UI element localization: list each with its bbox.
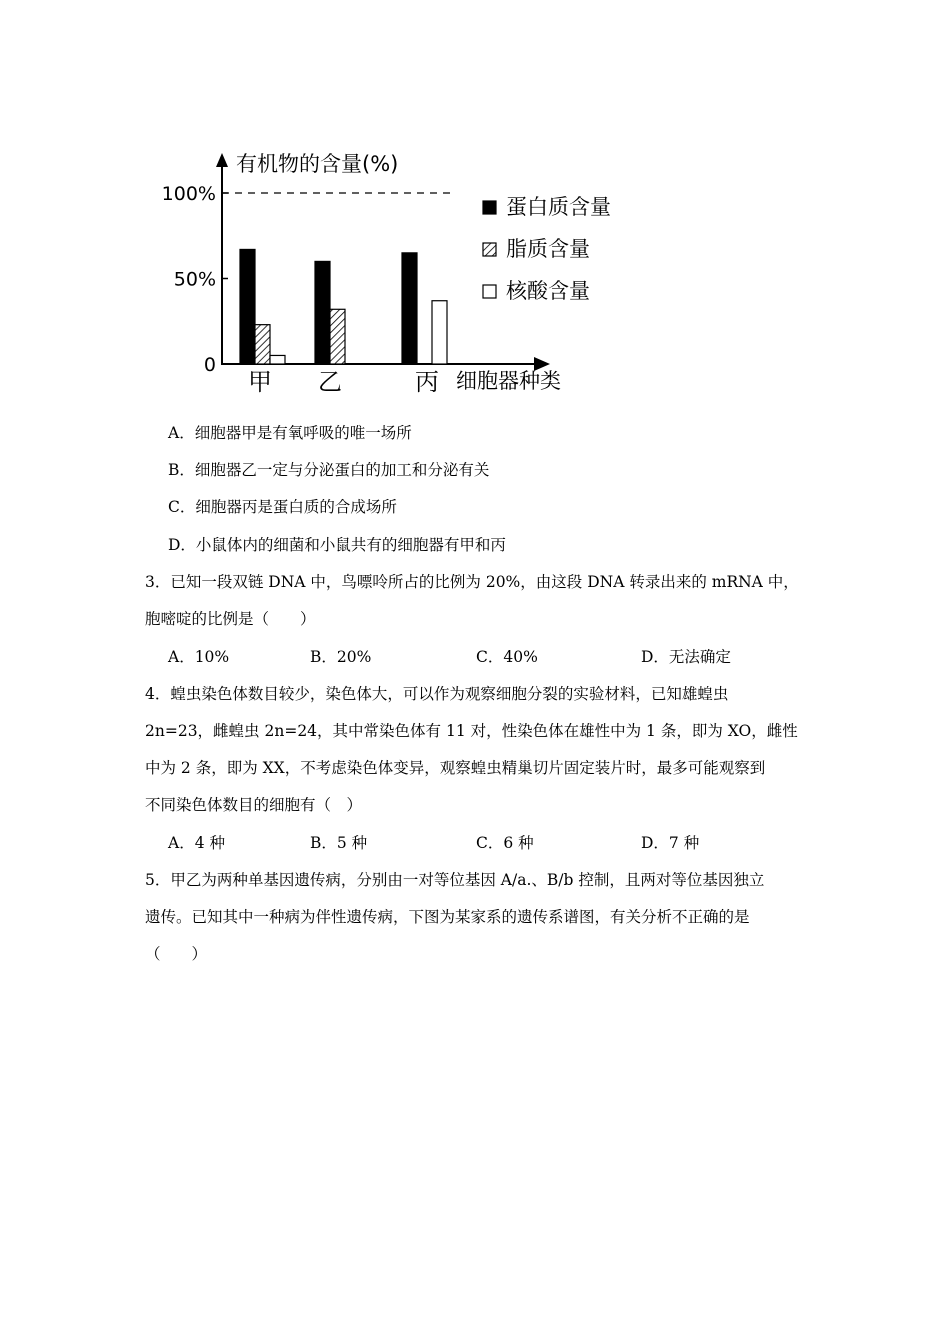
q2-option-d: D．小鼠体内的细菌和小鼠共有的细胞器有甲和丙 — [168, 536, 506, 554]
q4-stem-line2: 2n=23，雌蝗虫 2n=24，其中常染色体有 11 对，性染色体在雄性中为 1 条，即为 XO，雌性 — [145, 722, 798, 740]
legend-label: 蛋白质含量 — [506, 195, 611, 219]
q3-option-d: D．无法确定 — [641, 648, 731, 666]
y-axis-label: 有机物的含量(%) — [236, 152, 399, 176]
q3-stem-line2: 胞嘧啶的比例是（ ） — [145, 610, 316, 628]
q4-stem-line3: 中为 2 条，即为 XX，不考虑染色体变异，观察蝗虫精巢切片固定装片时，最多可能观察到 — [145, 759, 766, 777]
organelle-content-chart — [150, 145, 650, 400]
q5-stem-line3: （ ） — [145, 945, 208, 963]
bar-lipid-0 — [255, 325, 270, 364]
q2-option-b: B．细胞器乙一定与分泌蛋白的加工和分泌有关 — [168, 461, 490, 479]
bar-nucleic-acid-2 — [432, 301, 447, 364]
y-axis-arrow — [216, 153, 228, 167]
category-label: 甲 — [248, 368, 272, 396]
legend-swatch — [483, 243, 496, 256]
q5-stem-line2: 遗传。已知其中一种病为伴性遗传病，下图为某家系的遗传系谱图，有关分析不正确的是 — [145, 908, 750, 926]
q4-option-a: A．4 种 — [168, 834, 225, 852]
legend-swatch — [483, 201, 496, 214]
legend-label: 核酸含量 — [506, 279, 590, 303]
bar-protein-1 — [315, 261, 330, 364]
category-label: 乙 — [318, 368, 342, 396]
legend-label: 脂质含量 — [506, 237, 590, 261]
q4-option-c: C．6 种 — [476, 834, 534, 852]
bar-lipid-1 — [330, 309, 345, 364]
q3-stem-line1: 3．已知一段双链 DNA 中，鸟嘌呤所占的比例为 20%，由这段 DNA 转录出来的 mRNA 中， — [145, 573, 799, 591]
q4-option-b: B．5 种 — [310, 834, 368, 852]
bar-nucleic-acid-0 — [270, 355, 285, 364]
bar-protein-0 — [240, 249, 255, 364]
x-axis-label: 细胞器种类 — [456, 369, 561, 393]
category-label: 丙 — [415, 368, 439, 396]
bar-protein-2 — [402, 253, 417, 364]
q3-option-b: B．20% — [310, 648, 372, 666]
y-tick-label: 100% — [161, 183, 216, 205]
q4-option-d: D．7 种 — [641, 834, 700, 852]
q2-option-c: C．细胞器丙是蛋白质的合成场所 — [168, 498, 397, 516]
q3-option-a: A．10% — [168, 648, 230, 666]
y-tick-label: 0 — [203, 354, 216, 376]
y-tick-label: 50% — [173, 268, 216, 291]
q3-option-c: C．40% — [476, 648, 538, 666]
legend-swatch — [483, 285, 496, 298]
q5-stem-line1: 5．甲乙为两种单基因遗传病，分别由一对等位基因 A/a.、B/b 控制，且两对等位基因独立 — [145, 871, 765, 889]
q4-stem-line4: 不同染色体数目的细胞有（ ） — [145, 796, 363, 814]
q2-option-a: A．细胞器甲是有氧呼吸的唯一场所 — [168, 424, 412, 442]
q4-stem-line1: 4．蝗虫染色体数目较少，染色体大，可以作为观察细胞分裂的实验材料，已知雄蝗虫 — [145, 685, 729, 703]
